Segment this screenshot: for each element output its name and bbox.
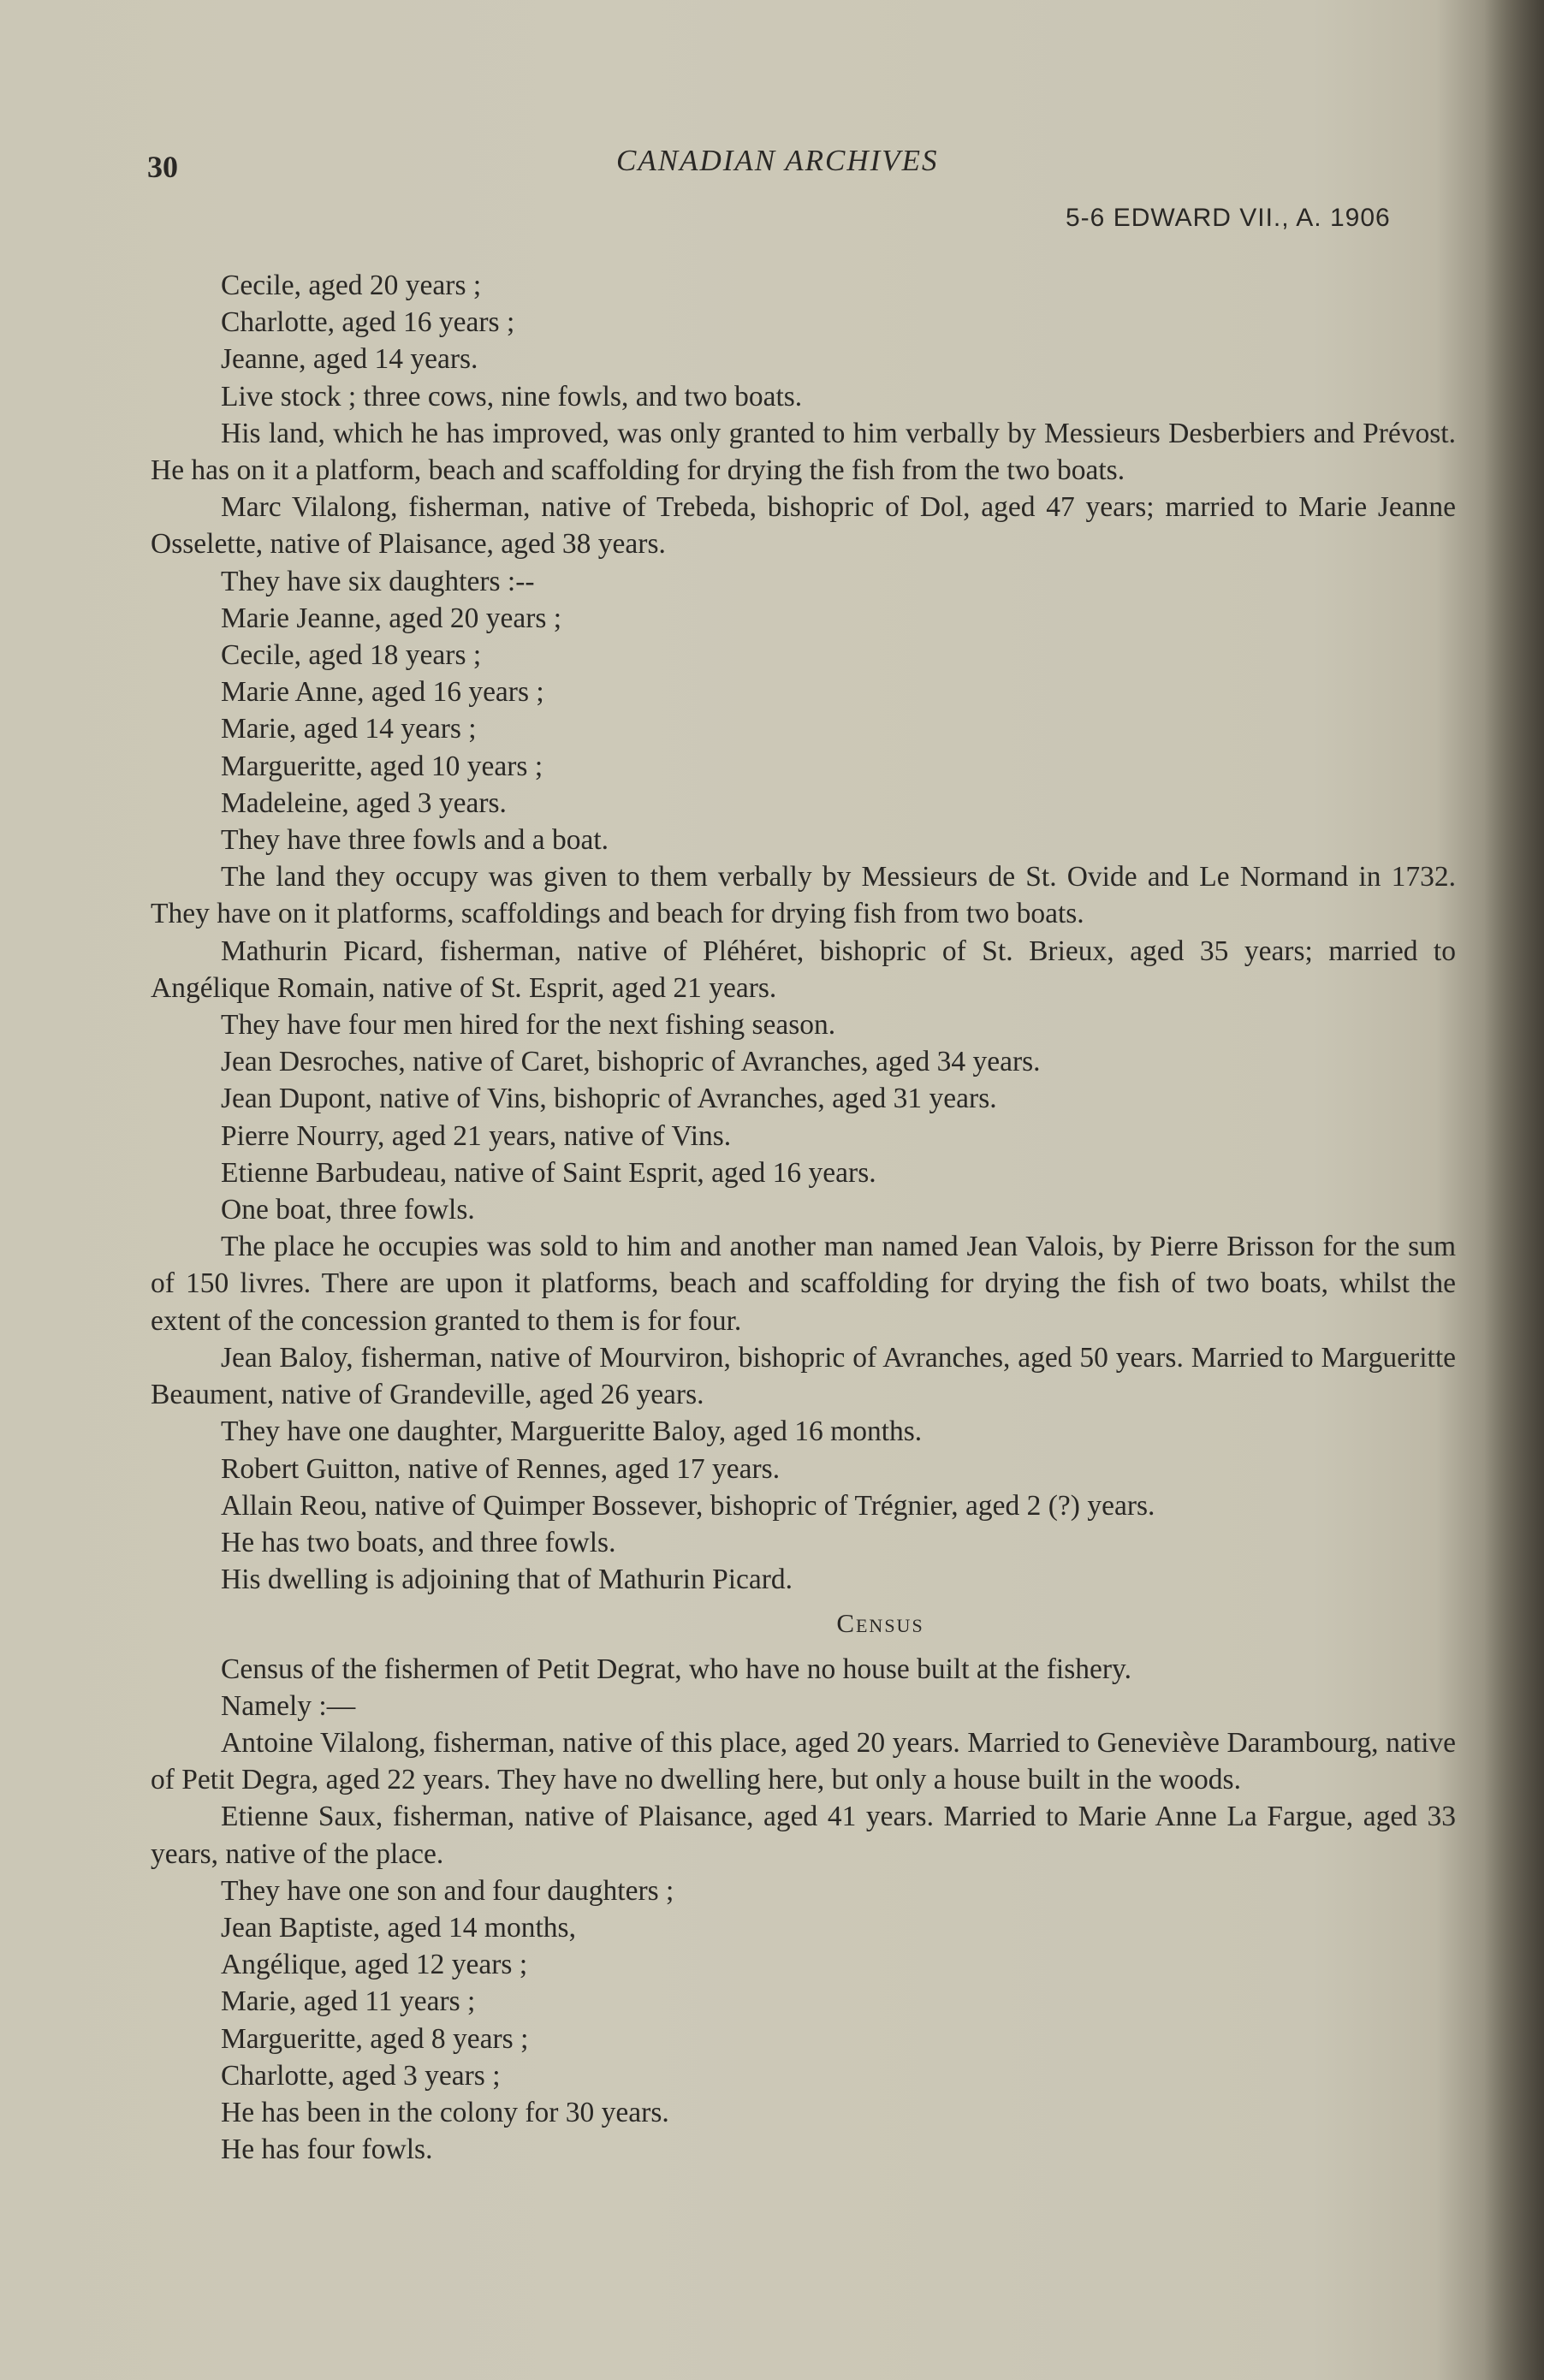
paragraph: They have one son and four daughters ; (221, 1874, 674, 1907)
paragraph: Allain Reou, native of Quimper Bossever, bishopric of Trégnier, aged 2 (?) years. (221, 1489, 1155, 1522)
paragraph: Mathurin Picard, fisherman, native of Pléhéret, bishopric of St. Brieux, aged 35 years; married to Angélique Romain, native of St. Esprit, aged 21 years. (151, 935, 1456, 1004)
paragraph: Marie, aged 11 years ; (221, 1985, 476, 2018)
paragraph: Madeleine, aged 3 years. (221, 786, 507, 819)
paragraph: He has two boats, and three fowls. (221, 1526, 616, 1558)
paragraph: Margueritte, aged 10 years ; (221, 750, 543, 782)
paragraph: Charlotte, aged 3 years ; (221, 2059, 501, 2092)
paragraph: He has four fowls. (221, 2134, 433, 2166)
session-label: 5-6 EDWARD VII., A. 1906 (1066, 204, 1391, 232)
paragraph: Margueritte, aged 8 years ; (221, 2022, 529, 2055)
paragraph: Marie Anne, aged 16 years ; (221, 676, 544, 709)
paragraph: Jeanne, aged 14 years. (221, 343, 478, 376)
paragraph: Etienne Barbudeau, native of Saint Esprit, aged 16 years. (221, 1156, 876, 1189)
paragraph: Marc Vilalong, fisherman, native of Trebeda, bishopric of Dol, aged 47 years; married to Marie Jeanne Osselette, native of Plaisance, aged 38 years. (151, 491, 1456, 561)
paragraph: Jean Dupont, native of Vins, bishopric of Avranches, aged 31 years. (221, 1083, 997, 1115)
paragraph: Angélique, aged 12 years ; (221, 1949, 528, 1981)
paragraph: One boat, three fowls. (221, 1194, 475, 1226)
paragraph: His dwelling is adjoining that of Mathurin Picard. (221, 1564, 793, 1596)
paragraph: Census of the fishermen of Petit Degrat, who have no house built at the fishery. (221, 1653, 1132, 1685)
paragraph: Jean Baptiste, aged 14 months, (221, 1911, 576, 1944)
paragraph: He has been in the colony for 30 years. (221, 2096, 669, 2128)
paragraph: Namely :— (221, 1689, 356, 1722)
paragraph: Marie Jeanne, aged 20 years ; (221, 602, 562, 634)
paragraph: His land, which he has improved, was only granted to him verbally by Messieurs Desberbiers and Prévost. He has on it a platform, beach and scaffolding for drying the fish from the two boats. (151, 417, 1456, 487)
paragraph: Charlotte, aged 16 years ; (221, 306, 515, 339)
paragraph: Robert Guitton, native of Rennes, aged 17 years. (221, 1452, 781, 1485)
section-heading: Census (836, 1608, 924, 1639)
paragraph: The land they occupy was given to them verbally by Messieurs de St. Ovide and Le Normand in 1732. They have on it platforms, scaffoldings and beach for drying fish from two boats. (151, 861, 1456, 930)
paragraph: The place he occupies was sold to him and another man named Jean Valois, by Pierre Brisson for the sum of 150 livres. There are upon it platforms, beach and scaffolding for drying the fish of two boats, whilst the extent of the concession granted to them is for four. (151, 1231, 1456, 1337)
paragraph: Jean Baloy, fisherman, native of Mourviron, bishopric of Avranches, aged 50 years. Married to Margueritte Beaument, native of Grandeville, aged 26 years. (151, 1341, 1456, 1411)
paragraph: Live stock ; three cows, nine fowls, and two boats. (221, 380, 803, 412)
paragraph: They have one daughter, Margueritte Baloy, aged 16 months. (221, 1416, 923, 1448)
paragraph: Jean Desroches, native of Caret, bishopric of Avranches, aged 34 years. (221, 1046, 1041, 1078)
paragraph: Marie, aged 14 years ; (221, 713, 477, 745)
paragraph: Etienne Saux, fisherman, native of Plaisance, aged 41 years. Married to Marie Anne La Fargue, aged 33 years, native of the place. (151, 1801, 1456, 1870)
paragraph: Cecile, aged 20 years ; (221, 270, 482, 301)
paragraph: Antoine Vilalong, fisherman, native of this place, aged 20 years. Married to Geneviève Darambourg, native of Petit Degra, aged 22 years. They have no dwelling here, but only a house built in the woods. (151, 1726, 1456, 1796)
paragraph: Pierre Nourry, aged 21 years, native of Vins. (221, 1119, 732, 1152)
book-gutter-shadow (1484, 0, 1544, 2380)
running-title: CANADIAN ARCHIVES (616, 144, 939, 177)
body-text (151, 267, 1456, 2168)
paragraph: They have three fowls and a boat. (221, 824, 609, 857)
paragraph: They have six daughters :-- (221, 565, 535, 597)
paragraph: Cecile, aged 18 years ; (221, 639, 482, 672)
paragraph: They have four men hired for the next fishing season. (221, 1009, 836, 1042)
page-number: 30 (147, 150, 178, 184)
